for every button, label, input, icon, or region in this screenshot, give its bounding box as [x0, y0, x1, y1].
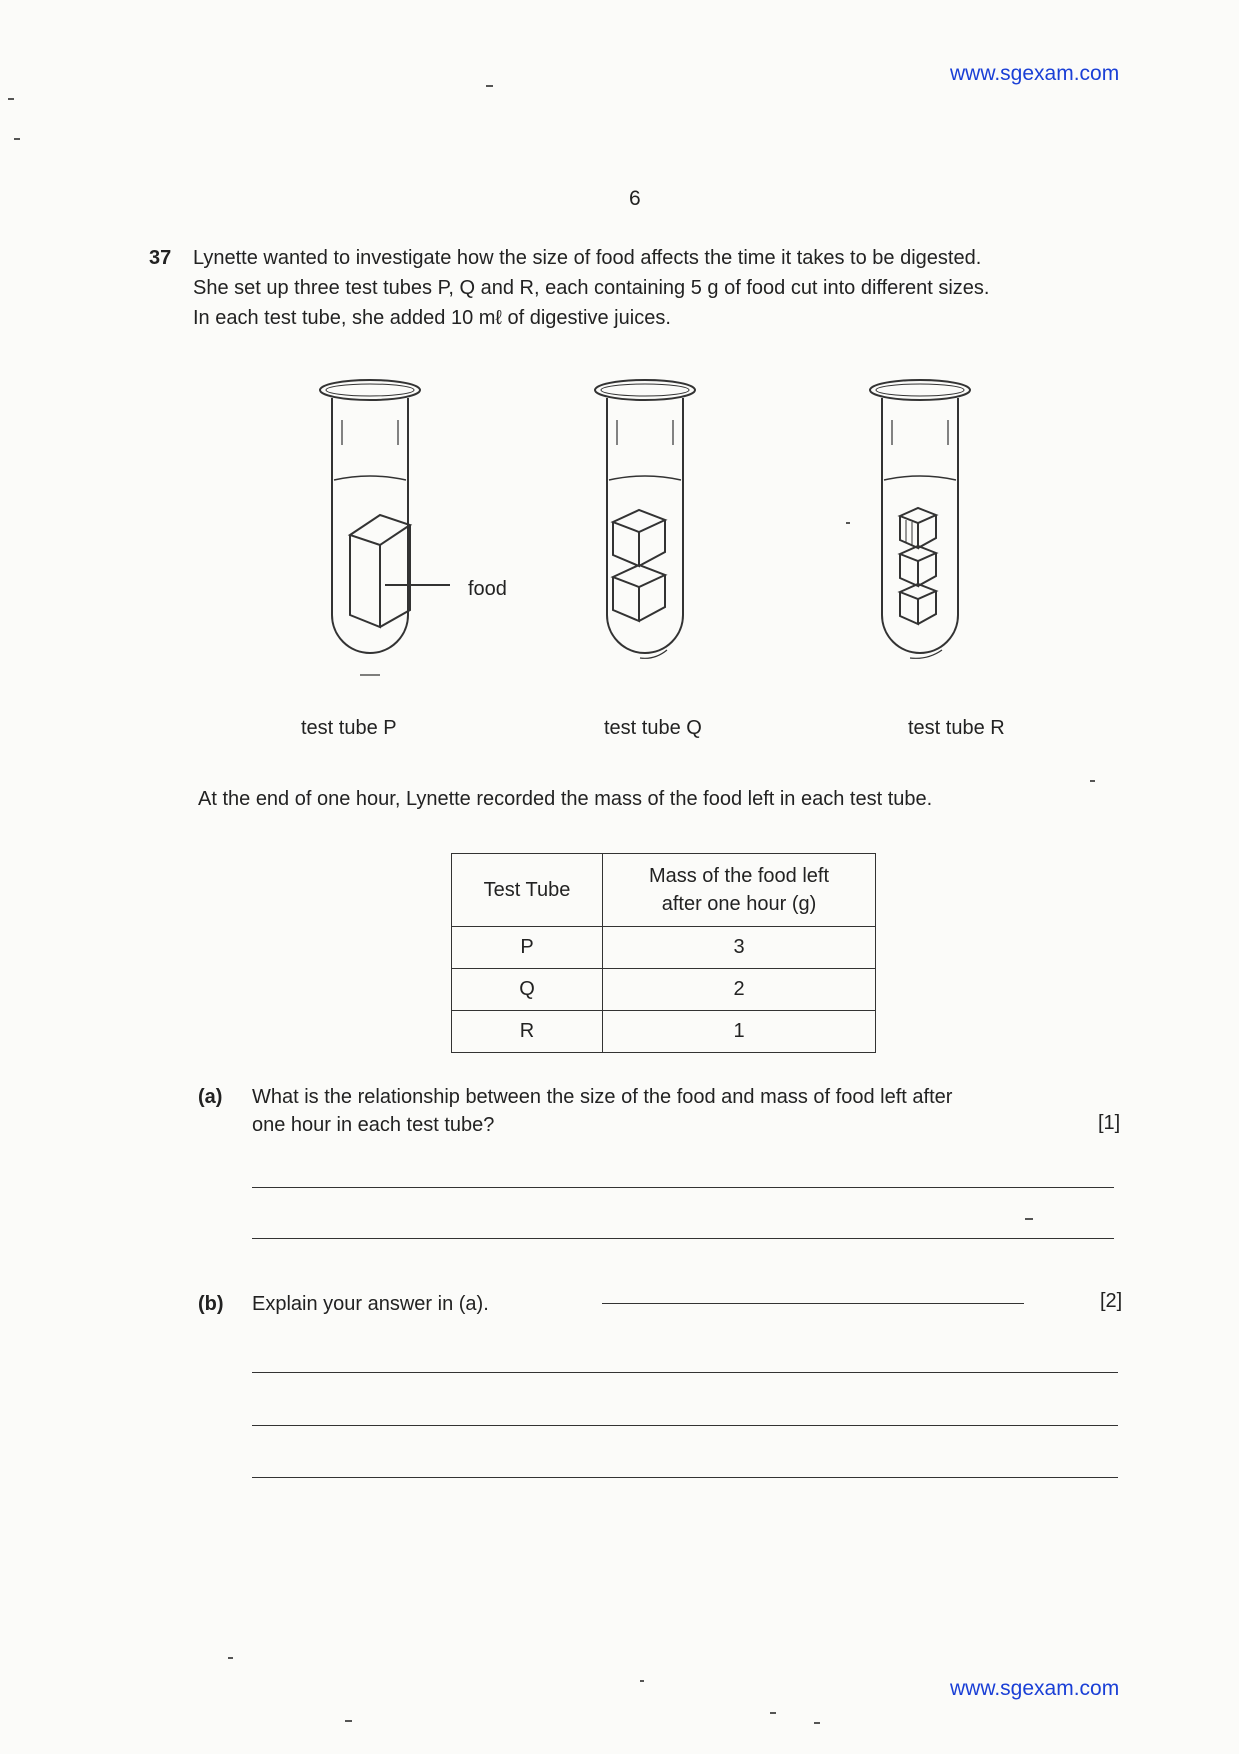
scan-speck	[770, 1712, 776, 1714]
table-header-row	[452, 854, 876, 927]
table-row	[452, 969, 876, 1011]
part-b-marks: [2]	[1100, 1290, 1123, 1312]
cell-tube: P	[452, 927, 603, 969]
food-piece	[613, 565, 665, 621]
answer-line[interactable]	[252, 1372, 1118, 1373]
cell-tube: Q	[452, 969, 603, 1011]
footer-site-link[interactable]: www.sgexam.com	[950, 1677, 1120, 1700]
page-number: 6	[629, 187, 641, 210]
intro-line: In each test tube, she added 10 mℓ of digestive juices.	[193, 307, 671, 329]
header-test-tube: Test Tube	[452, 854, 603, 927]
table-row	[452, 927, 876, 969]
scan-speck	[8, 98, 14, 100]
header-mass-line2: after one hour (g)	[661, 893, 817, 915]
header-site-link[interactable]: www.sgexam.com	[950, 62, 1120, 85]
food-piece	[900, 546, 936, 586]
part-b-label: (b)	[198, 1293, 224, 1315]
scan-speck	[345, 1720, 352, 1722]
answer-line[interactable]	[252, 1238, 1114, 1239]
result-sentence: At the end of one hour, Lynette recorded the mass of the food left in each test tube.	[198, 788, 933, 810]
food-label: food	[468, 578, 507, 600]
question-intro	[193, 243, 1133, 333]
answer-line[interactable]	[252, 1425, 1118, 1426]
part-a-label: (a)	[198, 1086, 223, 1108]
answer-line[interactable]	[252, 1477, 1118, 1478]
scan-speck	[14, 138, 20, 140]
test-tube-figure	[270, 360, 1040, 710]
scan-speck	[846, 522, 850, 524]
test-tube-q	[595, 380, 695, 658]
part-a-line2: one hour in each test tube?	[252, 1114, 495, 1136]
food-piece	[350, 515, 410, 627]
answer-line[interactable]	[252, 1187, 1114, 1188]
header-mass-line1: Mass of the food left	[648, 865, 830, 887]
part-a-marks: [1]	[1098, 1112, 1121, 1134]
results-table	[451, 853, 876, 1053]
answer-line-inline[interactable]	[602, 1303, 1024, 1304]
cell-mass: 3	[603, 927, 876, 969]
intro-line: Lynette wanted to investigate how the size of food affects the time it takes to be digested.	[193, 247, 982, 269]
intro-line: She set up three test tubes P, Q and R, each containing 5 g of food cut into different sizes.	[193, 277, 990, 299]
food-piece	[900, 584, 936, 624]
food-piece	[613, 510, 665, 566]
food-piece	[900, 508, 936, 548]
cell-tube: R	[452, 1011, 603, 1053]
scan-speck	[1090, 780, 1095, 782]
scan-speck	[814, 1722, 820, 1724]
part-b-question: Explain your answer in (a).	[252, 1293, 489, 1315]
cell-mass: 1	[603, 1011, 876, 1053]
scan-speck	[486, 85, 493, 87]
cell-mass: 2	[603, 969, 876, 1011]
caption-test-tube-r: test tube R	[908, 717, 1005, 739]
header-mass	[603, 854, 876, 927]
part-a-line1: What is the relationship between the size of the food and mass of food left after	[252, 1086, 953, 1108]
part-a-question	[252, 1083, 1092, 1139]
scan-speck	[228, 1657, 233, 1659]
table-row	[452, 1011, 876, 1053]
test-tube-r	[870, 380, 970, 658]
scan-speck	[640, 1680, 644, 1682]
question-number: 37	[149, 247, 172, 269]
caption-test-tube-q: test tube Q	[604, 717, 702, 739]
caption-test-tube-p: test tube P	[301, 717, 397, 739]
scan-speck	[1025, 1218, 1033, 1220]
